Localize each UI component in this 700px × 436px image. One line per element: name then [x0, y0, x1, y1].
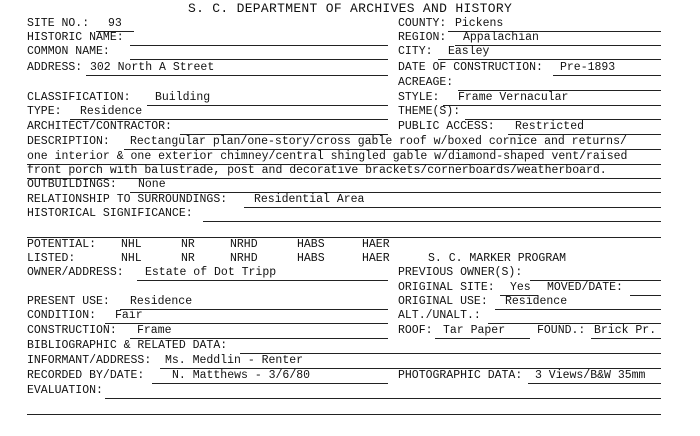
- present-use-line: [120, 309, 388, 310]
- date-of-construction-label: DATE OF CONSTRUCTION:: [398, 61, 543, 74]
- style-label: STYLE:: [398, 91, 440, 104]
- potential-nhl: NHL: [121, 238, 142, 251]
- roof-value: Tar Paper: [443, 324, 506, 337]
- moved-date-line: [630, 295, 661, 296]
- foundation-value: Brick Pr.: [594, 324, 657, 337]
- potential-label: POTENTIAL:: [27, 238, 97, 251]
- historic-name-label: HISTORIC NAME:: [27, 31, 124, 44]
- previous-owners-label: PREVIOUS OWNER(S):: [398, 266, 523, 279]
- recorded-by-label: RECORDED BY/DATE:: [27, 369, 145, 382]
- listed-habs: HABS: [297, 252, 325, 265]
- address-line: [86, 75, 388, 76]
- site-no-value: 93: [108, 17, 122, 30]
- photographic-data-label: PHOTOGRAPHIC DATA:: [398, 369, 523, 382]
- listed-label: LISTED:: [27, 252, 76, 265]
- evaluation-label: EVALUATION:: [27, 384, 103, 397]
- foundation-line: [591, 338, 661, 339]
- original-use-line: [495, 309, 661, 310]
- description-underline-3: [27, 178, 661, 179]
- address-label: ADDRESS:: [27, 61, 83, 74]
- original-site-label: ORIGINAL SITE:: [398, 281, 495, 294]
- alt-unalt-label: ALT./UNALT.:: [398, 309, 481, 322]
- classification-label: CLASSIFICATION:: [27, 91, 131, 104]
- potential-haer: HAER: [362, 238, 390, 251]
- common-name-label: COMMON NAME:: [27, 45, 110, 58]
- city-line: [438, 59, 661, 60]
- region-label: REGION:: [398, 31, 447, 44]
- classification-value: Building: [155, 91, 211, 104]
- historic-name-line: [130, 45, 388, 46]
- relationship-label: RELATIONSHIP TO SURROUNDINGS:: [27, 193, 228, 206]
- architect-label: ARCHITECT/CONTRACTOR:: [27, 120, 172, 133]
- theme-label: THEME(S):: [398, 105, 461, 118]
- site-no-label: SITE NO.:: [27, 17, 90, 30]
- acreage-label: ACREAGE:: [398, 76, 454, 89]
- evaluation-extra-line: [27, 414, 661, 415]
- county-label: COUNTY:: [398, 17, 447, 30]
- relationship-line: [244, 207, 661, 208]
- date-of-construction-value: Pre-1893: [560, 61, 616, 74]
- moved-date-label: MOVED/DATE:: [547, 281, 623, 294]
- historical-significance-label: HISTORICAL SIGNIFICANCE:: [27, 207, 193, 220]
- original-use-label: ORIGINAL USE:: [398, 295, 488, 308]
- photographic-data-value: 3 Views/B&W 35mm: [535, 369, 646, 382]
- form-title: S. C. DEPARTMENT OF ARCHIVES AND HISTORY: [188, 1, 513, 16]
- condition-value: Fair: [115, 309, 143, 322]
- public-access-label: PUBLIC ACCESS:: [398, 120, 495, 133]
- informant-value: Ms. Meddlin - Renter: [165, 354, 304, 367]
- condition-label: CONDITION:: [27, 309, 97, 322]
- informant-label: INFORMANT/ADDRESS:: [27, 354, 152, 367]
- style-line: [443, 105, 661, 106]
- classification-line: [147, 105, 388, 106]
- description-label: DESCRIPTION:: [27, 135, 110, 148]
- city-value: Easley: [448, 45, 490, 58]
- listed-haer: HAER: [362, 252, 390, 265]
- potential-nrhd: NRHD: [230, 238, 258, 251]
- outbuildings-value: None: [138, 178, 166, 191]
- owner-address-line: [137, 280, 388, 281]
- photographic-data-line: [528, 383, 661, 384]
- type-value: Residence: [80, 105, 143, 118]
- relationship-value: Residential Area: [254, 193, 365, 206]
- date-of-construction-line: [553, 75, 661, 76]
- description-line-1: Rectangular plan/one-story/cross gable roof w/boxed cornice and returns/: [130, 135, 627, 148]
- historical-significance-line: [203, 221, 661, 222]
- bibliographic-line: [240, 353, 661, 354]
- roof-line: [435, 338, 530, 339]
- county-value: Pickens: [455, 17, 504, 30]
- address-value: 302 North A Street: [90, 61, 215, 74]
- original-use-value: Residence: [505, 295, 568, 308]
- city-label: CITY:: [398, 45, 433, 58]
- recorded-by-value: N. Matthews - 3/6/80: [172, 369, 311, 382]
- common-name-line: [130, 59, 388, 60]
- description-line-3: front porch with balustrade, post and decorative brackets/cornerboards/weatherboard.: [27, 164, 607, 177]
- type-label: TYPE:: [27, 105, 62, 118]
- recorded-by-line: [152, 383, 388, 384]
- public-access-value: Restricted: [515, 120, 585, 133]
- listed-nhl: NHL: [121, 252, 142, 265]
- owner-address-label: OWNER/ADDRESS:: [27, 266, 124, 279]
- bibliographic-label: BIBLIOGRAPHIC & RELATED DATA:: [27, 339, 228, 352]
- evaluation-line: [105, 398, 661, 399]
- original-site-value: Yes: [510, 281, 531, 294]
- owner-address-value: Estate of Dot Tripp: [145, 266, 277, 279]
- present-use-value: Residence: [130, 295, 193, 308]
- present-use-label: PRESENT USE:: [27, 295, 110, 308]
- potential-nr: NR: [181, 238, 195, 251]
- listed-nrhd: NRHD: [230, 252, 258, 265]
- roof-label: ROOF:: [398, 324, 433, 337]
- region-value: Appalachian: [463, 31, 539, 44]
- description-line-2: one interior & one exterior chimney/central shingled gable w/diamond-shaped vent/raised: [27, 150, 628, 163]
- style-value: Frame Vernacular: [458, 91, 569, 104]
- listed-nr: NR: [181, 252, 195, 265]
- construction-label: CONSTRUCTION:: [27, 324, 117, 337]
- potential-habs: HABS: [297, 238, 325, 251]
- foundation-label: FOUND.:: [537, 324, 586, 337]
- outbuildings-label: OUTBUILDINGS:: [27, 178, 117, 191]
- marker-program-heading: S. C. MARKER PROGRAM: [428, 252, 567, 265]
- construction-value: Frame: [137, 324, 172, 337]
